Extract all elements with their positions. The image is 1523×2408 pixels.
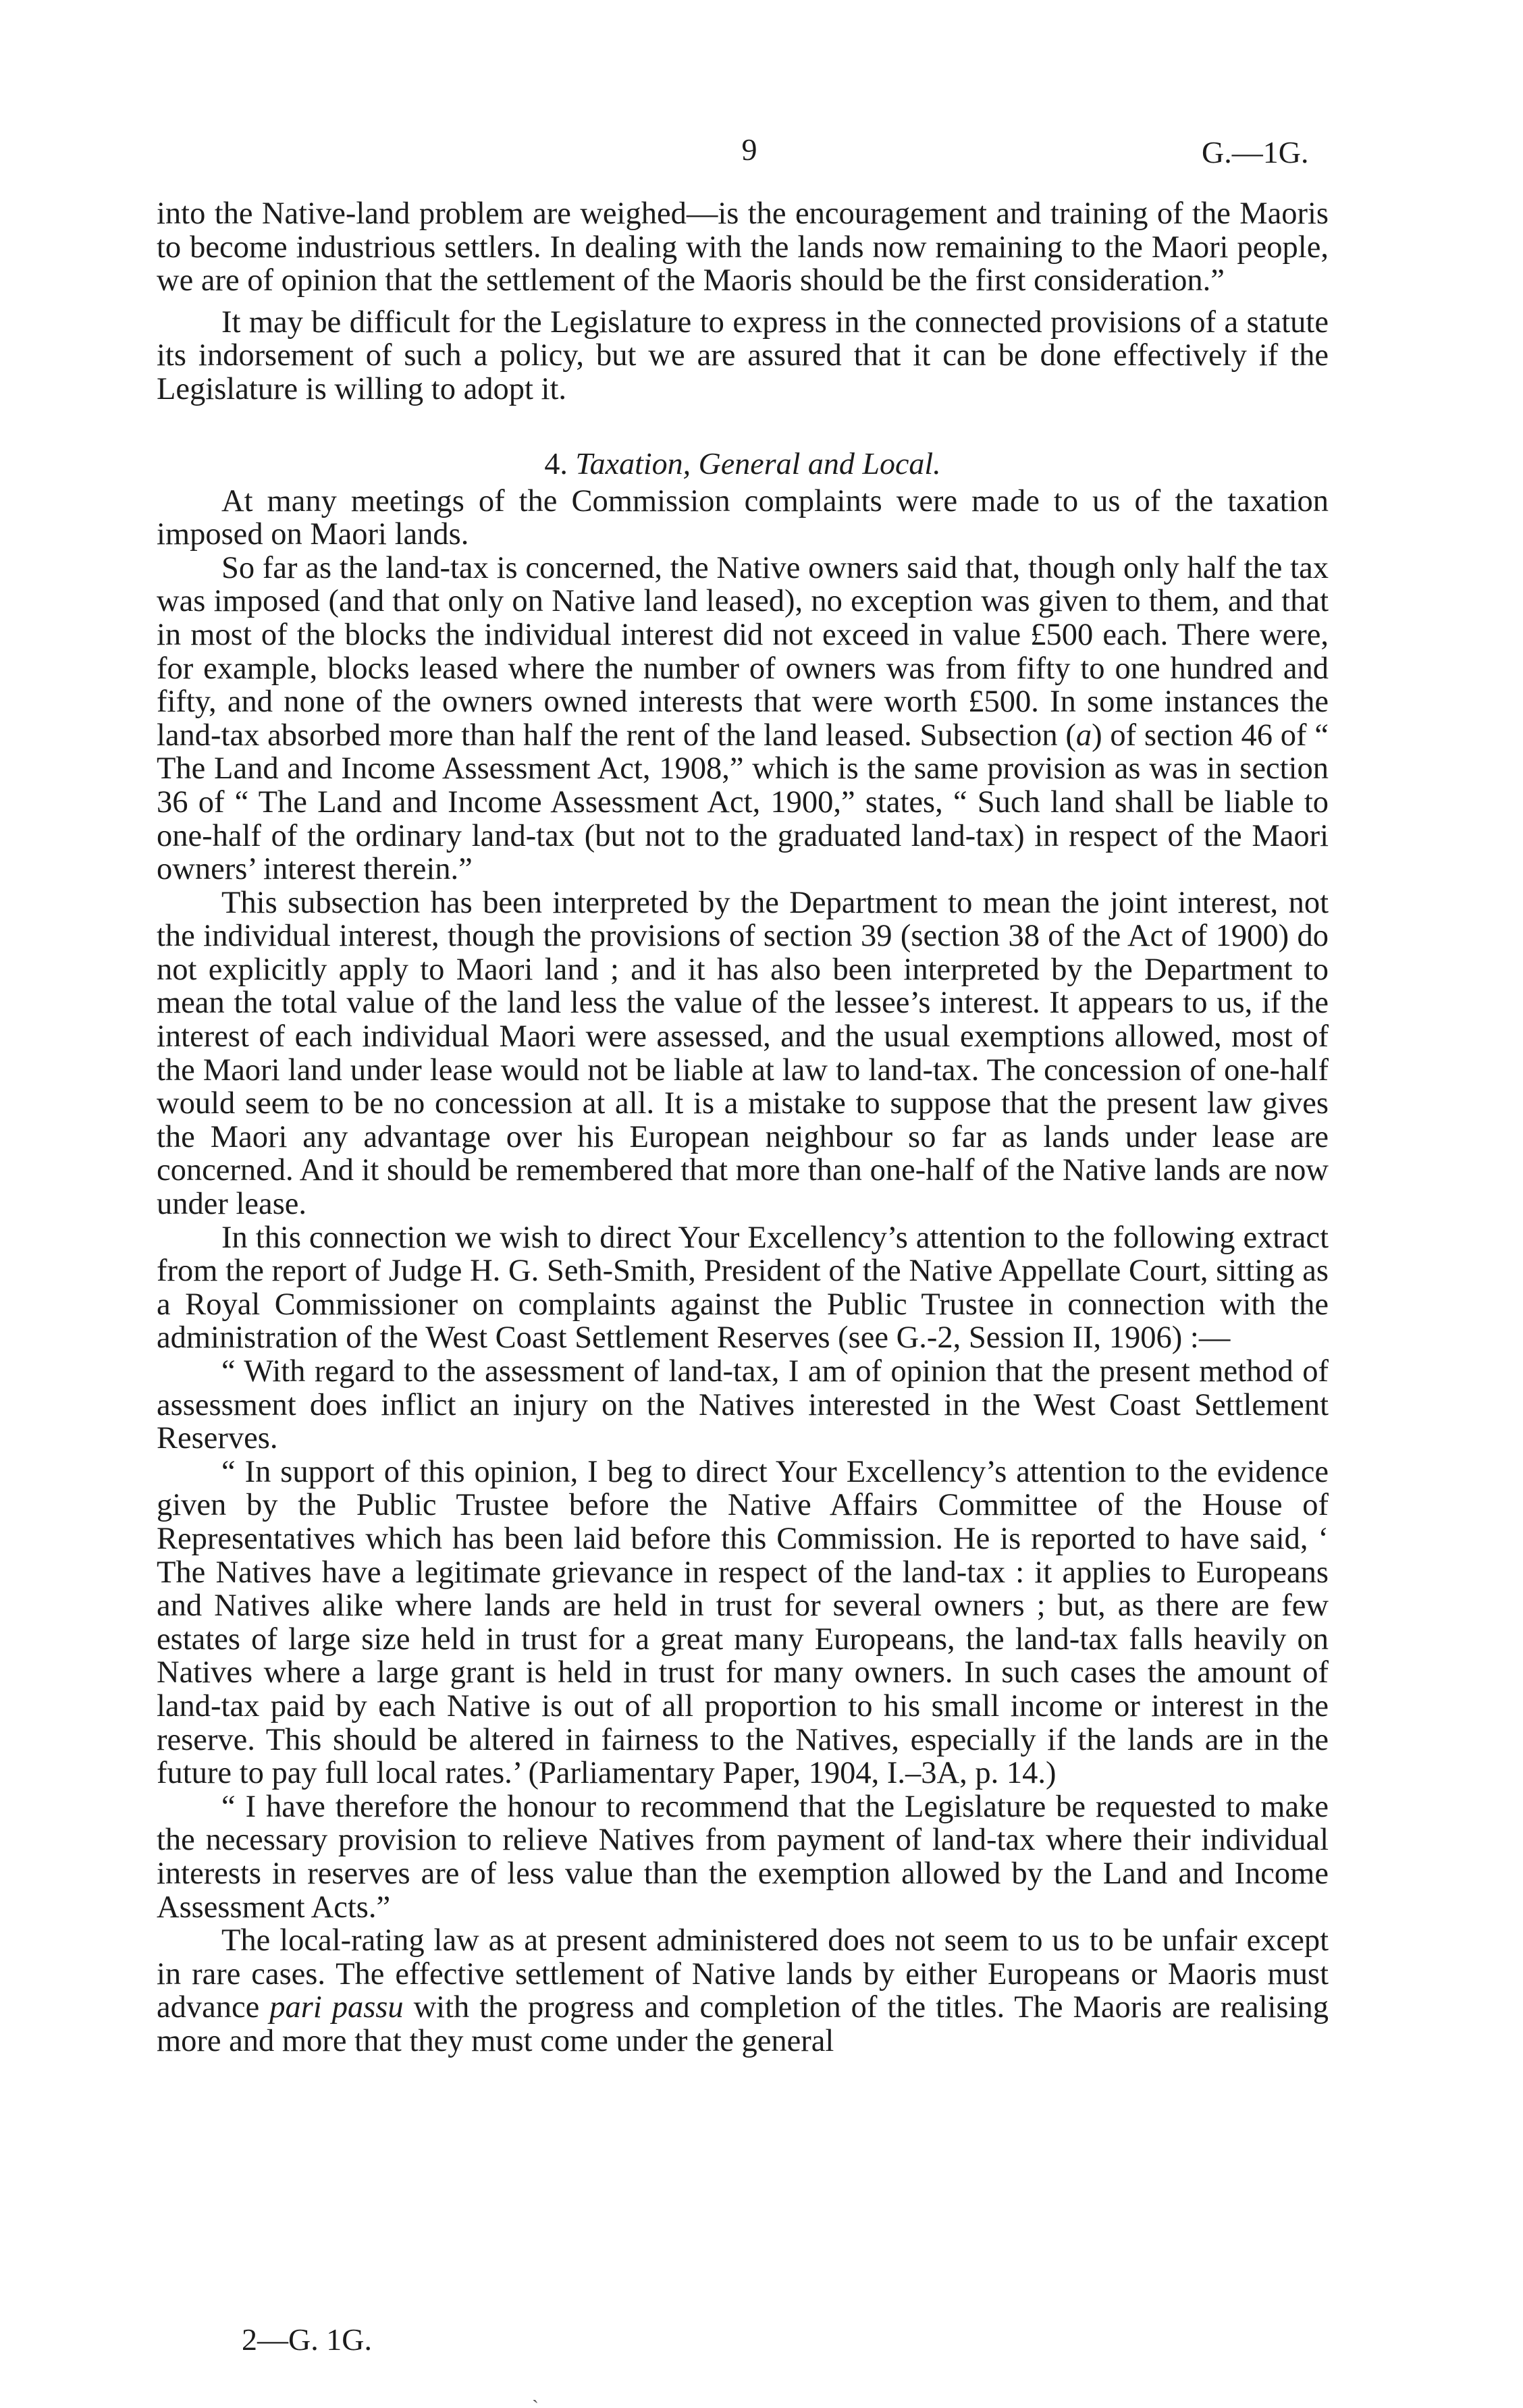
section-heading — [157, 447, 1329, 481]
paragraph-text: The local-rating law as at present administered does not seem to us to be unfair except in rare cases. The effective settlement of Native lands by either Europeans or Maoris must advance — [157, 1923, 1329, 2025]
paragraph: into the Native-land problem are weighed—is the encouragement and training of the Maoris to become industrious settlers. In dealing with the lands now remaining to the Maori people, we are of opinion that the settlement of the Maoris should be the first consideration.” — [157, 196, 1329, 298]
paragraph: At many meetings of the Commission complaints were made to us of the taxation imposed on Maori lands. — [157, 483, 1329, 552]
italic-text: pari passu — [269, 1990, 404, 2025]
signature-mark — [242, 2322, 372, 2357]
signature-suffix: G. — [342, 2322, 372, 2357]
stray-mark: ˏ — [532, 2381, 539, 2403]
body-text — [157, 197, 1329, 2058]
quoted-paragraph: “ With regard to the assessment of land-tax, I am of opinion that the present method of assessment does inflict an injury on the Natives interested in the West Coast Settlement Reserves. — [157, 1354, 1329, 1456]
paragraph: In this connection we wish to direct Your Excellency’s attention to the following extract from the report of Judge H. G. Seth-Smith, President of the Native Appellate Court, sitting as a Royal Commissioner on complaints against the Public Trustee in connection with the administration of the West Coast Settlement Reserves (see G.-2, Session II, 1906) :— — [157, 1220, 1329, 1356]
paragraph: It may be difficult for the Legislature to express in the connected provisions of a statute its indorsement of such a policy, but we are assured that it can be done effectively if the Legislature is willing to adopt it. — [157, 304, 1329, 406]
paper-reference — [1202, 135, 1308, 170]
paragraph-text: with the progress and completion of the titles. The Maoris are realising more and more that they must come under the general — [157, 1990, 1329, 2058]
section-number: 4. — [544, 446, 568, 481]
quoted-paragraph: “ In support of this opinion, I beg to direct Your Excellency’s attention to the evidence given by the Public Trustee before the Native Affairs Committee of the House of Representatives which has been laid before this Commission. He is reported to have said, ‘ The Natives have a legitimate grievance in respect of the land-tax : it applies to Europeans and Natives alike where lands are held in trust for several owners ; but, as there are few estates of large size held in trust for a great many Europeans, the land-tax falls heavily on Natives where a large grant is held in trust for many owners. In such cases the amount of land-tax paid by each Native is out of all proportion to his small income or interest in the reserve. This should be altered in fairness to the Natives, especially if the lands are in the future to pay full local rates.’ (Parliamentary Paper, 1904, I.–3A, p. 14.) — [157, 1454, 1329, 1791]
italic-text: a — [1075, 718, 1092, 753]
paragraph — [157, 552, 1329, 886]
paper-reference-suffix: G. — [1278, 135, 1309, 169]
page-number: 9 — [741, 132, 757, 167]
quoted-paragraph: “ I have therefore the honour to recommend that the Legislature be requested to make the necessary provision to relieve Natives from payment of land-tax where their individual interests in reserves are of less value than the exemption allowed by the Land and Income Assessment Acts.” — [157, 1789, 1329, 1925]
paragraph-text: ) of section 46 of “ The Land and Income Assessment Act, 1908,” which is the same provision as was in section 36 of “ The Land and Income Assessment Act, 1900,” states, “ Such land shall be liable to one-half of the ordinary land-tax (but not to the graduated land-tax) in respect of the Maori owners’ interest therein.” — [157, 718, 1329, 887]
paragraph: This subsection has been interpreted by the Department to mean the joint interest, not the individual interest, though the provisions of section 39 (section 38 of the Act of 1900) do not explicitly apply to Maori land ; and it has also been interpreted by the Department to mean the total value of the land less the value of the lessee’s interest. It appears to us, if the interest of each individual Maori were assessed, and the usual exemptions allowed, most of the Maori land under lease would not be liable at law to land-tax. The concession of one-half would seem to be no concession at all. It is a mistake to suppose that the present law gives the Maori any advantage over his European neighbour so far as lands under lease are concerned. And it should be remembered that more than one-half of the Native lands are now under lease. — [157, 885, 1329, 1222]
paragraph — [157, 1924, 1329, 2058]
paragraph-text: So far as the land-tax is concerned, the Native owners said that, though only half the tax was imposed (and that only on Native land leased), no exception was given to them, and that in most of the blocks the individual interest did not exceed in value £500 each. There were, for example, blocks leased where the number of owners was from fifty to one hundred and fifty, and none of the owners owned interests that were worth £500. In some instances the land-tax absorbed more than half the rent of the land leased. Subsection ( — [157, 550, 1329, 753]
signature-prefix: 2—G. 1 — [242, 2322, 342, 2357]
section-title: Taxation, General and Local. — [575, 446, 941, 481]
paper-reference-prefix: G.—1 — [1202, 135, 1279, 169]
